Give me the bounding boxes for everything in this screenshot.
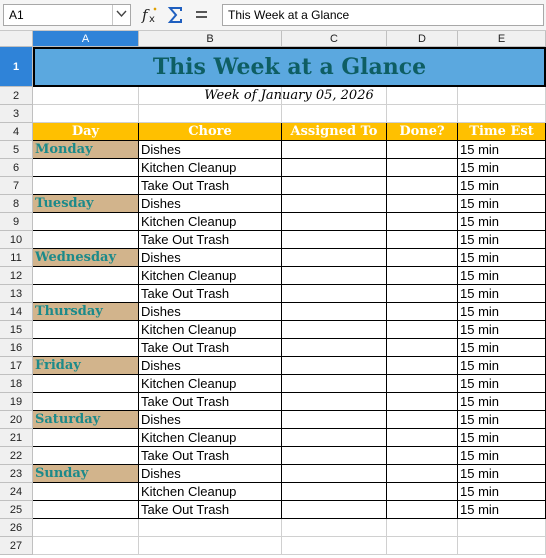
row-header-6[interactable]: 6 [0, 159, 33, 177]
row-header-18[interactable]: 18 [0, 375, 33, 393]
cell[interactable] [387, 519, 458, 537]
table-header-chore[interactable]: Chore [139, 123, 282, 141]
row-header-5[interactable]: 5 [0, 141, 33, 159]
assigned-to-cell[interactable] [282, 393, 387, 411]
time-estimate-cell[interactable]: 15 min [458, 429, 546, 447]
day-cell[interactable] [33, 285, 139, 303]
assigned-to-cell[interactable] [282, 321, 387, 339]
assigned-to-cell[interactable] [282, 159, 387, 177]
time-estimate-cell[interactable]: 15 min [458, 447, 546, 465]
row-header-17[interactable]: 17 [0, 357, 33, 375]
assigned-to-cell[interactable] [282, 267, 387, 285]
column-header-b[interactable]: B [139, 31, 282, 47]
assigned-to-cell[interactable] [282, 465, 387, 483]
day-cell[interactable]: Thursday [33, 303, 139, 321]
done-cell[interactable] [387, 447, 458, 465]
day-cell[interactable] [33, 393, 139, 411]
chore-cell[interactable]: Take Out Trash [139, 177, 282, 195]
day-cell[interactable] [33, 501, 139, 519]
row-header-7[interactable]: 7 [0, 177, 33, 195]
assigned-to-cell[interactable] [282, 177, 387, 195]
assigned-to-cell[interactable] [282, 501, 387, 519]
time-estimate-cell[interactable]: 15 min [458, 303, 546, 321]
cell[interactable] [33, 519, 139, 537]
row-header-8[interactable]: 8 [0, 195, 33, 213]
done-cell[interactable] [387, 177, 458, 195]
row-header-13[interactable]: 13 [0, 285, 33, 303]
time-estimate-cell[interactable]: 15 min [458, 483, 546, 501]
select-all-corner[interactable] [0, 31, 33, 47]
chore-cell[interactable]: Take Out Trash [139, 231, 282, 249]
day-cell[interactable] [33, 177, 139, 195]
row-header-24[interactable]: 24 [0, 483, 33, 501]
chore-cell[interactable]: Dishes [139, 411, 282, 429]
done-cell[interactable] [387, 483, 458, 501]
done-cell[interactable] [387, 429, 458, 447]
row-header-4[interactable]: 4 [0, 123, 33, 141]
table-header-done[interactable]: Done? [387, 123, 458, 141]
column-header-a[interactable]: A [33, 31, 139, 47]
cell[interactable] [458, 537, 546, 555]
done-cell[interactable] [387, 501, 458, 519]
cell[interactable] [458, 105, 546, 123]
day-cell[interactable]: Tuesday [33, 195, 139, 213]
assigned-to-cell[interactable] [282, 357, 387, 375]
name-box[interactable] [3, 4, 131, 26]
cell[interactable] [387, 105, 458, 123]
cell[interactable] [33, 105, 139, 123]
day-cell[interactable] [33, 483, 139, 501]
chore-cell[interactable]: Take Out Trash [139, 447, 282, 465]
cell[interactable] [139, 519, 282, 537]
row-header-22[interactable]: 22 [0, 447, 33, 465]
equals-icon[interactable] [191, 5, 213, 25]
formula-bar [0, 0, 546, 31]
chore-cell[interactable]: Dishes [139, 249, 282, 267]
done-cell[interactable] [387, 195, 458, 213]
week-subtitle[interactable]: Week of January 05, 2026 [33, 87, 546, 105]
day-cell[interactable]: Sunday [33, 465, 139, 483]
time-estimate-cell[interactable]: 15 min [458, 465, 546, 483]
row-header-21[interactable]: 21 [0, 429, 33, 447]
chore-cell[interactable]: Take Out Trash [139, 501, 282, 519]
chore-cell[interactable]: Kitchen Cleanup [139, 267, 282, 285]
day-cell[interactable]: Friday [33, 357, 139, 375]
row-header-15[interactable]: 15 [0, 321, 33, 339]
cell[interactable] [33, 537, 139, 555]
time-estimate-cell[interactable]: 15 min [458, 159, 546, 177]
formula-input[interactable] [222, 4, 544, 26]
row-header-19[interactable]: 19 [0, 393, 33, 411]
day-cell[interactable] [33, 231, 139, 249]
time-estimate-cell[interactable]: 15 min [458, 393, 546, 411]
time-estimate-cell[interactable]: 15 min [458, 339, 546, 357]
time-estimate-cell[interactable]: 15 min [458, 267, 546, 285]
row-header-12[interactable]: 12 [0, 267, 33, 285]
time-estimate-cell[interactable]: 15 min [458, 411, 546, 429]
time-estimate-cell[interactable]: 15 min [458, 285, 546, 303]
chore-cell[interactable]: Dishes [139, 141, 282, 159]
day-cell[interactable] [33, 159, 139, 177]
row-header-16[interactable]: 16 [0, 339, 33, 357]
cell[interactable] [282, 519, 387, 537]
time-estimate-cell[interactable]: 15 min [458, 195, 546, 213]
time-estimate-cell[interactable]: 15 min [458, 375, 546, 393]
chore-cell[interactable]: Take Out Trash [139, 339, 282, 357]
done-cell[interactable] [387, 393, 458, 411]
assigned-to-cell[interactable] [282, 375, 387, 393]
time-estimate-cell[interactable]: 15 min [458, 231, 546, 249]
name-box-dropdown-icon[interactable] [112, 5, 130, 25]
cell[interactable] [282, 537, 387, 555]
row-header-9[interactable]: 9 [0, 213, 33, 231]
day-cell[interactable]: Saturday [33, 411, 139, 429]
svg-text:f: f [142, 6, 148, 24]
time-estimate-cell[interactable]: 15 min [458, 213, 546, 231]
chore-cell[interactable]: Kitchen Cleanup [139, 483, 282, 501]
cell-reference[interactable]: A1 [9, 8, 24, 22]
done-cell[interactable] [387, 141, 458, 159]
formula-text[interactable]: This Week at a Glance [228, 8, 350, 22]
day-cell[interactable]: Monday [33, 141, 139, 159]
assigned-to-cell[interactable] [282, 195, 387, 213]
done-cell[interactable] [387, 231, 458, 249]
done-cell[interactable] [387, 249, 458, 267]
assigned-to-cell[interactable] [282, 447, 387, 465]
time-estimate-cell[interactable]: 15 min [458, 321, 546, 339]
sheet-title[interactable]: This Week at a Glance [33, 47, 546, 87]
table-header-time-est[interactable]: Time Est [458, 123, 546, 141]
cell[interactable] [139, 537, 282, 555]
done-cell[interactable] [387, 267, 458, 285]
cell[interactable] [387, 537, 458, 555]
row-header-1[interactable]: 1 [0, 47, 33, 87]
chore-cell[interactable]: Dishes [139, 195, 282, 213]
chore-cell[interactable]: Kitchen Cleanup [139, 213, 282, 231]
row-header-20[interactable]: 20 [0, 411, 33, 429]
cell[interactable] [458, 519, 546, 537]
chore-cell[interactable]: Kitchen Cleanup [139, 159, 282, 177]
done-cell[interactable] [387, 339, 458, 357]
done-cell[interactable] [387, 357, 458, 375]
time-estimate-cell[interactable]: 15 min [458, 501, 546, 519]
assigned-to-cell[interactable] [282, 141, 387, 159]
assigned-to-cell[interactable] [282, 285, 387, 303]
done-cell[interactable] [387, 321, 458, 339]
time-estimate-cell[interactable]: 15 min [458, 177, 546, 195]
done-cell[interactable] [387, 375, 458, 393]
cell[interactable] [282, 105, 387, 123]
day-cell[interactable] [33, 321, 139, 339]
function-wizard-icon[interactable] [139, 5, 161, 25]
column-header-e[interactable]: E [458, 31, 546, 47]
row-header-25[interactable]: 25 [0, 501, 33, 519]
table-header-day[interactable]: Day [33, 123, 139, 141]
chore-cell[interactable]: Dishes [139, 357, 282, 375]
day-cell[interactable] [33, 213, 139, 231]
assigned-to-cell[interactable] [282, 303, 387, 321]
assigned-to-cell[interactable] [282, 339, 387, 357]
assigned-to-cell[interactable] [282, 483, 387, 501]
chore-cell[interactable]: Dishes [139, 465, 282, 483]
assigned-to-cell[interactable] [282, 231, 387, 249]
row-header-14[interactable]: 14 [0, 303, 33, 321]
time-estimate-cell[interactable]: 15 min [458, 249, 546, 267]
chore-cell[interactable]: Dishes [139, 303, 282, 321]
chore-cell[interactable]: Kitchen Cleanup [139, 375, 282, 393]
row-header-27[interactable]: 27 [0, 537, 33, 555]
row-header-10[interactable]: 10 [0, 231, 33, 249]
cell[interactable] [139, 105, 282, 123]
day-cell[interactable] [33, 339, 139, 357]
done-cell[interactable] [387, 159, 458, 177]
row-header-11[interactable]: 11 [0, 249, 33, 267]
chore-cell[interactable]: Take Out Trash [139, 285, 282, 303]
day-cell[interactable] [33, 375, 139, 393]
day-cell[interactable] [33, 447, 139, 465]
day-cell[interactable]: Wednesday [33, 249, 139, 267]
column-header-d[interactable]: D [387, 31, 458, 47]
assigned-to-cell[interactable] [282, 249, 387, 267]
row-header-2[interactable]: 2 [0, 87, 33, 105]
done-cell[interactable] [387, 465, 458, 483]
assigned-to-cell[interactable] [282, 411, 387, 429]
row-header-3[interactable]: 3 [0, 105, 33, 123]
assigned-to-cell[interactable] [282, 213, 387, 231]
chore-cell[interactable]: Kitchen Cleanup [139, 321, 282, 339]
done-cell[interactable] [387, 303, 458, 321]
chore-cell[interactable]: Kitchen Cleanup [139, 429, 282, 447]
done-cell[interactable] [387, 285, 458, 303]
day-cell[interactable] [33, 429, 139, 447]
row-header-23[interactable]: 23 [0, 465, 33, 483]
time-estimate-cell[interactable]: 15 min [458, 357, 546, 375]
done-cell[interactable] [387, 411, 458, 429]
svg-text:x: x [149, 14, 155, 25]
column-header-c[interactable]: C [282, 31, 387, 47]
assigned-to-cell[interactable] [282, 429, 387, 447]
sum-icon[interactable] [165, 5, 187, 25]
time-estimate-cell[interactable]: 15 min [458, 141, 546, 159]
row-header-26[interactable]: 26 [0, 519, 33, 537]
chore-cell[interactable]: Take Out Trash [139, 393, 282, 411]
done-cell[interactable] [387, 213, 458, 231]
table-header-assigned-to[interactable]: Assigned To [282, 123, 387, 141]
day-cell[interactable] [33, 267, 139, 285]
